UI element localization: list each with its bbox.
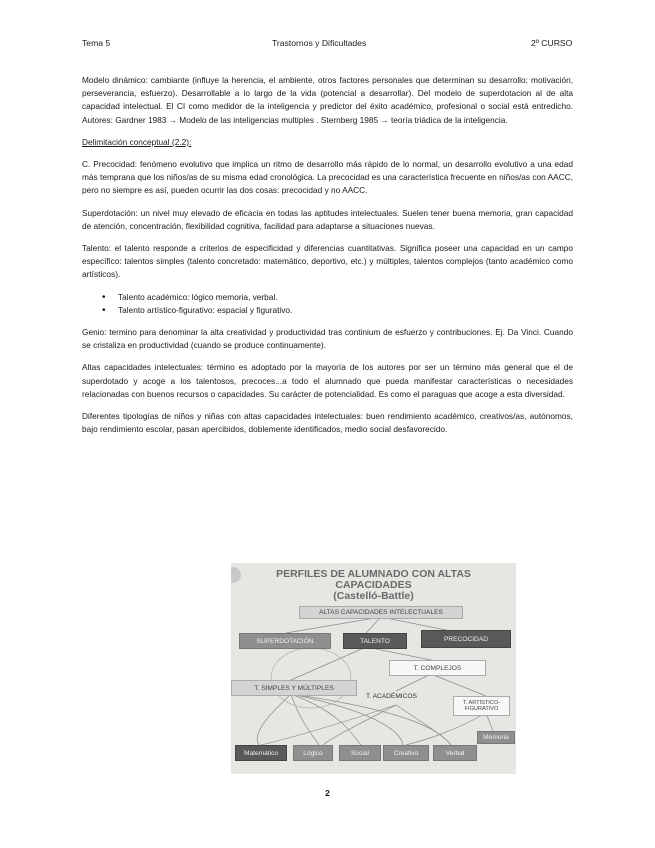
node-academicos: T. ACADÉMICOS: [366, 693, 417, 700]
list-item: • Talento académico: lógico memoria, verbal.: [118, 291, 573, 304]
node-simples-multiples: T. SIMPLES Y MÚLTIPLES: [231, 680, 357, 696]
section-title: Delimitación conceptual (2.2):: [82, 136, 192, 147]
node-altas-capacidades: ALTAS CAPACIDADES INTELECTUALES: [299, 606, 463, 619]
paragraph-dynamic-model: Modelo dinámico: cambiante (influye la herencia, el ambiente, otros factores personales que determinan su desarrollo: motivación, perseverancia, esfuerzo). Desarrollable a lo largo de la vida (potencial a desarrollar). Del modelo de superdotacion al de alta capacidad intelectual. El CI como medidor de la inteligencia y predictor del éxito académico, profesional o social está entredicho. Autores: Gardner 1983 → Modelo de las inteligencias multiples . Sternberg 1985 → teoría triádica de la inteligencia.: [82, 75, 573, 125]
diagram-title-line2: CAPACIDADES: [335, 579, 412, 591]
diagram-title-line3: (Castelló-Battle): [333, 590, 414, 602]
profiles-diagram: [231, 563, 516, 774]
diagram-title-line1: PERFILES DE ALUMNADO CON ALTAS: [276, 568, 471, 580]
paragraph-precocidad: C. Precocidad: fenómeno evolutivo que implica un ritmo de desarrollo más rápido de lo normal, un desarrollo evolutivo a una edad más temprana que los niños/as de su misma edad cronológica. La precocidad es una característica frecuente en niños/as con AACC, pero no siempre es así, pueden ocurrir las dos cosas: precocidad y no AACC.: [82, 159, 573, 196]
node-artistico-figurativo: T. ARTÍSTICO-FIGURATIVO: [453, 696, 510, 716]
header-right: 2º CURSO: [531, 38, 573, 48]
paragraph-superdotacion: Superdotación: un nivel muy elevado de eficacia en todas las aptitudes intelectuales. Suelen tener buena memoria, gran capacidad de atención, concentración, flexibilidad cognitiva, facilidad para adaptarse a situaciones nuevas.: [82, 207, 573, 231]
leaf-logico: Lógico: [293, 745, 333, 761]
node-precocidad: PRECOCIDAD: [421, 630, 511, 648]
leaf-social: Social: [339, 745, 381, 761]
header-left: Tema 5: [82, 38, 111, 48]
header-title: Trastornos y Dificultades: [272, 38, 367, 48]
leaf-verbal: Verbal: [433, 745, 477, 761]
node-talento: TALENTO: [343, 633, 407, 649]
list-item: • Talento artístico-figurativo: espacial y figurativo.: [118, 304, 573, 317]
paragraph-altas-capacidades: Altas capacidades intelectuales: término es adoptado por la mayoría de los autores por ser un término más general que el de superdotado y acoge a los talentosos, precoces...a todo el alumnado que pueda manifestar características o necesidades relacionadas con buenos recursos o capacidades. Su carácter de potencialidad. Es como el paraguas que acoge a esta diversidad.: [82, 362, 573, 399]
node-superdotacion: SUPERDOTACIÓN: [239, 633, 331, 649]
leaf-creativo: Creativo: [383, 745, 429, 761]
talent-list: [82, 291, 573, 317]
paragraph-genio: Genio: termino para denominar la alta creatividad y productividad tras continium de esfuerzo y contribuciones. Ej. Da Vinci. Cuando se cristaliza en productividad (cuando se produce continuamente).: [82, 327, 573, 351]
document-body: [82, 74, 573, 445]
paragraph-talento: Talento: el talento responde a criterios de especificidad y diferencias cuantitativas. Significa poseer una capacidad en un campo específico: talentos simples (talento concretado: matemático, deportivo, etc.) y múltiples, talentos complejos (tanto académico como artísticos).: [82, 243, 573, 280]
leaf-matematico: Matemático: [235, 745, 287, 761]
paragraph-tipologias: Diferentes tipologías de niños y niñas con altas capacidades intelectuales: buen rendimiento académico, creativos/as, autónomos, bajo rendimiento escolar, pasan apercibidos, doblemente identificados, medio social desfavorecido.: [82, 411, 573, 435]
node-memoria: Memoria: [477, 731, 515, 744]
node-complejos: T. COMPLEJOS: [389, 660, 486, 676]
page-number: 2: [325, 788, 330, 798]
